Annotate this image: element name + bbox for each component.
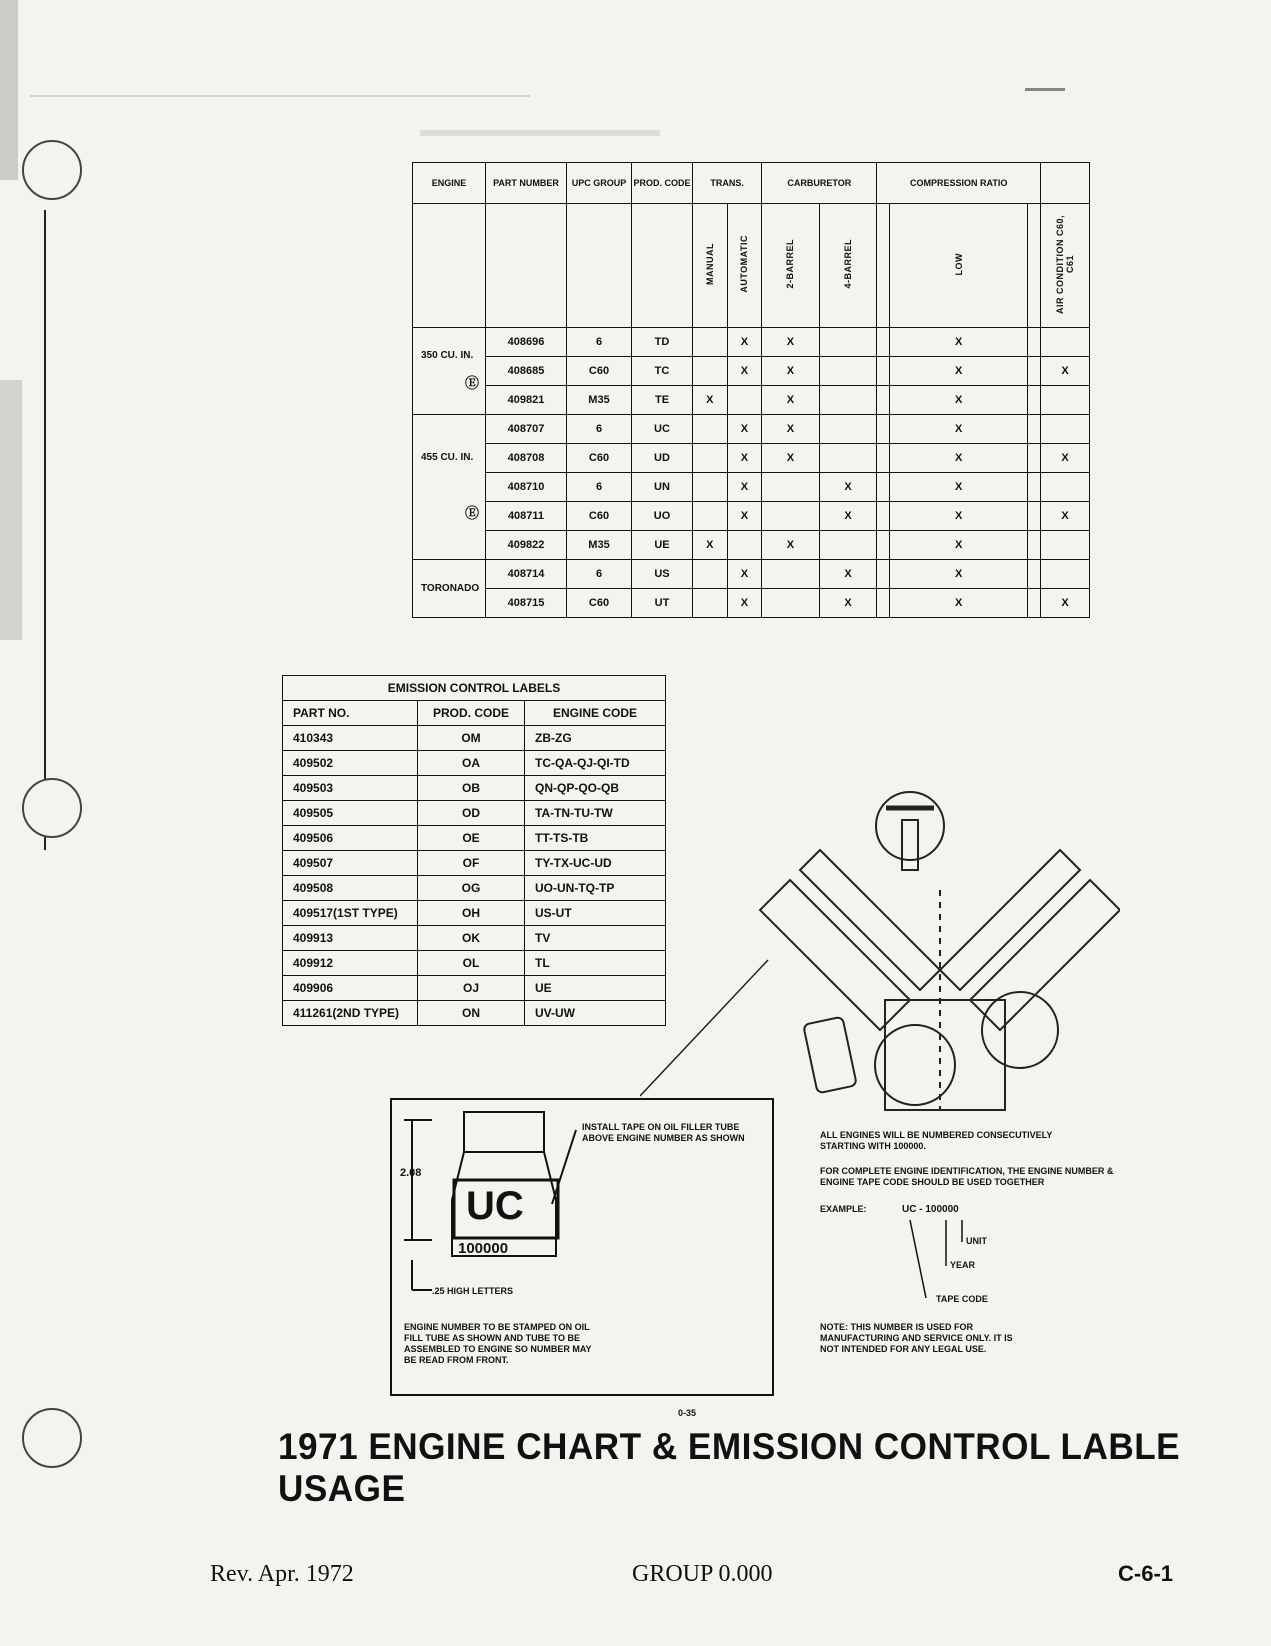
sub-manual: MANUAL <box>693 204 728 328</box>
engine-number-sample: 100000 <box>458 1240 509 1257</box>
punch-hole <box>22 140 82 200</box>
cell-blank <box>877 386 890 415</box>
cell-part: 408707 <box>486 415 567 444</box>
cell-prod: UN <box>632 473 693 502</box>
install-note: INSTALL TAPE ON OIL FILLER TUBE ABOVE ENGINE NUMBER AS SHOWN <box>582 1122 745 1143</box>
cell-blank <box>1028 560 1041 589</box>
cell-blank <box>1028 328 1041 357</box>
cell-man <box>693 473 728 502</box>
page-title: 1971 ENGINE CHART & EMISSION CONTROL LABLE USAGE <box>278 1426 1181 1509</box>
cell-b2 <box>762 473 820 502</box>
cell-prod: TD <box>632 328 693 357</box>
cell-part: 409906 <box>283 976 418 1001</box>
cell-blank <box>1028 386 1041 415</box>
cell-blank <box>877 473 890 502</box>
cell-auto: X <box>727 502 762 531</box>
cell-b4 <box>819 357 877 386</box>
col-upc-group: UPC GROUP <box>567 163 632 204</box>
cell-prod: OJ <box>418 976 525 1001</box>
tape-code-sample: UC <box>466 1184 524 1228</box>
cell-ac <box>1041 560 1090 589</box>
cell-part: 409507 <box>283 851 418 876</box>
scan-noise <box>0 380 22 640</box>
cell-blank <box>877 502 890 531</box>
cell-prod: OE <box>418 826 525 851</box>
cell-man: X <box>693 386 728 415</box>
cell-engine: TV <box>525 926 666 951</box>
cell-upc: 6 <box>567 328 632 357</box>
cell-upc: 6 <box>567 473 632 502</box>
cell-ac: X <box>1041 357 1090 386</box>
cell-part: 409913 <box>283 926 418 951</box>
cell-auto: X <box>727 357 762 386</box>
sub-2-barrel: 2-BARREL <box>762 204 820 328</box>
cell-blank <box>1028 415 1041 444</box>
cell-ac <box>1041 386 1090 415</box>
cell-blank <box>1028 502 1041 531</box>
cell-b4 <box>819 328 877 357</box>
cell-prod: ON <box>418 1001 525 1026</box>
cell-ac <box>1041 531 1090 560</box>
punch-hole <box>22 1408 82 1468</box>
cell-blank <box>877 589 890 618</box>
cell-prod: OG <box>418 876 525 901</box>
tape-diagram-box <box>390 1098 774 1396</box>
cell-blank <box>877 357 890 386</box>
cell-engine: TL <box>525 951 666 976</box>
cell-engine: QN-QP-QO-QB <box>525 776 666 801</box>
table-row <box>283 1001 666 1026</box>
cell-auto: X <box>727 560 762 589</box>
cell-part: 409506 <box>283 826 418 851</box>
cell-prod: OM <box>418 726 525 751</box>
table-row <box>413 415 1090 444</box>
cell-auto: X <box>727 473 762 502</box>
cell-low: X <box>889 589 1027 618</box>
cell-upc: C60 <box>567 502 632 531</box>
cell-man <box>693 328 728 357</box>
cell-auto <box>727 531 762 560</box>
cell-low: X <box>889 357 1027 386</box>
cell-b2 <box>762 502 820 531</box>
col-part-number: PART NUMBER <box>486 163 567 204</box>
cell-part: 408711 <box>486 502 567 531</box>
sub-blank <box>413 204 486 328</box>
cell-ac: X <box>1041 444 1090 473</box>
dimension-height: 2.08 <box>400 1167 422 1179</box>
cell-ac: X <box>1041 589 1090 618</box>
table-row <box>413 502 1090 531</box>
cell-part: 409505 <box>283 801 418 826</box>
col-carburetor: CARBURETOR <box>762 163 877 204</box>
cell-prod: OB <box>418 776 525 801</box>
identification-note: FOR COMPLETE ENGINE IDENTIFICATION, THE ENGINE NUMBER & ENGINE TAPE CODE SHOULD BE USED TOGETHER <box>820 1166 1114 1187</box>
scan-noise <box>30 95 530 97</box>
emission-labels-table <box>282 675 666 1026</box>
cell-low: X <box>889 444 1027 473</box>
scan-noise <box>420 130 660 136</box>
cell-b2: X <box>762 444 820 473</box>
cell-engine: TY-TX-UC-UD <box>525 851 666 876</box>
cell-man <box>693 415 728 444</box>
sub-blank <box>877 204 890 328</box>
cell-low: X <box>889 386 1027 415</box>
cell-part: 409822 <box>486 531 567 560</box>
cell-upc: M35 <box>567 531 632 560</box>
sub-blank <box>567 204 632 328</box>
table-row <box>283 926 666 951</box>
col-blank <box>1041 163 1090 204</box>
cell-b4: X <box>819 589 877 618</box>
sub-low: LOW <box>889 204 1027 328</box>
cell-part: 408685 <box>486 357 567 386</box>
tape-code-label: TAPE CODE <box>936 1294 988 1304</box>
cell-auto: X <box>727 589 762 618</box>
cell-upc: M35 <box>567 386 632 415</box>
cell-prod: UE <box>632 531 693 560</box>
cell-prod: OA <box>418 751 525 776</box>
cell-part: 410343 <box>283 726 418 751</box>
cell-auto: X <box>727 415 762 444</box>
cell-part: 408696 <box>486 328 567 357</box>
cell-blank <box>1028 473 1041 502</box>
table-row <box>283 726 666 751</box>
cell-part: 409912 <box>283 951 418 976</box>
table-row <box>283 876 666 901</box>
cell-low: X <box>889 328 1027 357</box>
cell-prod: UO <box>632 502 693 531</box>
cell-b4 <box>819 386 877 415</box>
punch-hole <box>22 778 82 838</box>
leader-line <box>640 960 768 1096</box>
table-row <box>283 751 666 776</box>
sub-blank <box>1028 204 1041 328</box>
cell-b2: X <box>762 328 820 357</box>
table-row <box>283 901 666 926</box>
cell-low: X <box>889 415 1027 444</box>
cell-part: 408714 <box>486 560 567 589</box>
page-number: C-6-1 <box>1118 1561 1174 1586</box>
cell-prod: UC <box>632 415 693 444</box>
year-label: YEAR <box>950 1260 976 1270</box>
cell-prod: TC <box>632 357 693 386</box>
cell-blank <box>1028 357 1041 386</box>
cell-engine: UE <box>525 976 666 1001</box>
cell-part: 408710 <box>486 473 567 502</box>
cell-prod: OK <box>418 926 525 951</box>
cell-auto: X <box>727 328 762 357</box>
scan-noise <box>0 0 18 180</box>
sub-automatic: AUTOMATIC <box>727 204 762 328</box>
cell-upc: C60 <box>567 589 632 618</box>
cell-man <box>693 560 728 589</box>
cell-upc: 6 <box>567 560 632 589</box>
table-row <box>413 328 1090 357</box>
table-row <box>283 951 666 976</box>
cell-part: 409502 <box>283 751 418 776</box>
table-row <box>413 444 1090 473</box>
cell-part: 409508 <box>283 876 418 901</box>
scan-noise <box>1025 88 1065 91</box>
cell-prod: UT <box>632 589 693 618</box>
cylinder-bank-right <box>940 850 1080 990</box>
sub-blank <box>486 204 567 328</box>
letters-note: .25 HIGH LETTERS <box>432 1286 514 1296</box>
emission-title: EMISSION CONTROL LABELS <box>283 676 666 701</box>
cell-ac: X <box>1041 502 1090 531</box>
e-mark: Ⓔ <box>465 504 479 521</box>
cell-ac <box>1041 473 1090 502</box>
table-row <box>413 531 1090 560</box>
table-row <box>413 473 1090 502</box>
cell-b4: X <box>819 473 877 502</box>
cell-engine: US-UT <box>525 901 666 926</box>
table-row <box>283 976 666 1001</box>
cell-man <box>693 589 728 618</box>
table-row <box>413 386 1090 415</box>
cell-engine: UO-UN-TQ-TP <box>525 876 666 901</box>
cell-man <box>693 502 728 531</box>
cell-b2: X <box>762 415 820 444</box>
table-row <box>283 776 666 801</box>
cell-blank <box>1028 444 1041 473</box>
table-row <box>283 801 666 826</box>
cell-part: 408715 <box>486 589 567 618</box>
sub-air-condition: AIR CONDITION C60, C61 <box>1041 204 1090 328</box>
cell-b4 <box>819 415 877 444</box>
engine-group: TORONADO <box>413 560 486 618</box>
unit-label: UNIT <box>966 1236 987 1246</box>
cell-low: X <box>889 502 1027 531</box>
cell-auto: X <box>727 444 762 473</box>
cell-blank <box>877 560 890 589</box>
cell-blank <box>1028 531 1041 560</box>
cell-blank <box>877 328 890 357</box>
cell-engine: TT-TS-TB <box>525 826 666 851</box>
cell-engine: ZB-ZG <box>525 726 666 751</box>
cell-prod: TE <box>632 386 693 415</box>
cell-part: 411261(2ND TYPE) <box>283 1001 418 1026</box>
cell-b2 <box>762 589 820 618</box>
table-row <box>283 826 666 851</box>
col-part-no: PART NO. <box>283 701 418 726</box>
cell-prod: UD <box>632 444 693 473</box>
table-row <box>413 560 1090 589</box>
cell-prod: OL <box>418 951 525 976</box>
cell-b4 <box>819 531 877 560</box>
cell-auto <box>727 386 762 415</box>
cell-engine: UV-UW <box>525 1001 666 1026</box>
cell-b4: X <box>819 560 877 589</box>
cell-blank <box>877 444 890 473</box>
table-row <box>413 589 1090 618</box>
binder-line <box>44 210 46 850</box>
col-trans: TRANS. <box>693 163 762 204</box>
cell-engine: TC-QA-QJ-QI-TD <box>525 751 666 776</box>
cell-prod: US <box>632 560 693 589</box>
cell-low: X <box>889 560 1027 589</box>
cell-b4: X <box>819 502 877 531</box>
cell-blank <box>1028 589 1041 618</box>
revision-date: Rev. Apr. 1972 <box>210 1561 354 1587</box>
cell-blank <box>877 415 890 444</box>
table-row <box>413 357 1090 386</box>
sub-4-barrel: 4-BARREL <box>819 204 877 328</box>
stamp-note: ENGINE NUMBER TO BE STAMPED ON OIL FILL TUBE AS SHOWN AND TUBE TO BE ASSEMBLED TO ENGINE SO NUMBER MAY BE READ FROM FRONT. <box>404 1322 592 1365</box>
cell-prod: OF <box>418 851 525 876</box>
cell-part: 408708 <box>486 444 567 473</box>
cell-b2: X <box>762 386 820 415</box>
col-compression: COMPRESSION RATIO <box>877 163 1041 204</box>
cell-low: X <box>889 531 1027 560</box>
engine-group: 455 CU. IN. Ⓔ <box>413 415 486 560</box>
col-prod-code: PROD. CODE <box>632 163 693 204</box>
cell-upc: C60 <box>567 357 632 386</box>
cell-part: 409517(1ST TYPE) <box>283 901 418 926</box>
cell-ac <box>1041 415 1090 444</box>
cell-part: 409503 <box>283 776 418 801</box>
figure-label: 0-35 <box>678 1408 697 1418</box>
table-row <box>283 851 666 876</box>
numbering-note: ALL ENGINES WILL BE NUMBERED CONSECUTIVELY STARTING WITH 100000. <box>820 1130 1053 1151</box>
cell-ac <box>1041 328 1090 357</box>
cell-b4 <box>819 444 877 473</box>
col-engine-code: ENGINE CODE <box>525 701 666 726</box>
cell-b2: X <box>762 531 820 560</box>
e-mark: Ⓔ <box>465 374 479 391</box>
legal-note: NOTE: THIS NUMBER IS USED FOR MANUFACTURING AND SERVICE ONLY. IT IS NOT INTENDED FOR ANY LEGAL USE. <box>820 1322 1013 1354</box>
col-prod-code: PROD. CODE <box>418 701 525 726</box>
engine-chart-table <box>412 162 1090 618</box>
cell-prod: OH <box>418 901 525 926</box>
cell-low: X <box>889 473 1027 502</box>
oil-filler-detail-circle <box>876 792 944 860</box>
sub-blank <box>632 204 693 328</box>
engine-group: 350 CU. IN. Ⓔ <box>413 328 486 415</box>
cell-man: X <box>693 531 728 560</box>
group-number: GROUP 0.000 <box>632 1561 773 1587</box>
cell-man <box>693 444 728 473</box>
cell-upc: 6 <box>567 415 632 444</box>
cell-upc: C60 <box>567 444 632 473</box>
cell-b2: X <box>762 357 820 386</box>
cell-prod: OD <box>418 801 525 826</box>
cell-part: 409821 <box>486 386 567 415</box>
example-value: UC - 100000 <box>902 1204 959 1215</box>
cell-b2 <box>762 560 820 589</box>
col-engine: ENGINE <box>413 163 486 204</box>
cell-engine: TA-TN-TU-TW <box>525 801 666 826</box>
cell-blank <box>877 531 890 560</box>
cell-man <box>693 357 728 386</box>
example-label: EXAMPLE: <box>820 1204 867 1214</box>
engine-illustration <box>640 790 1120 1120</box>
